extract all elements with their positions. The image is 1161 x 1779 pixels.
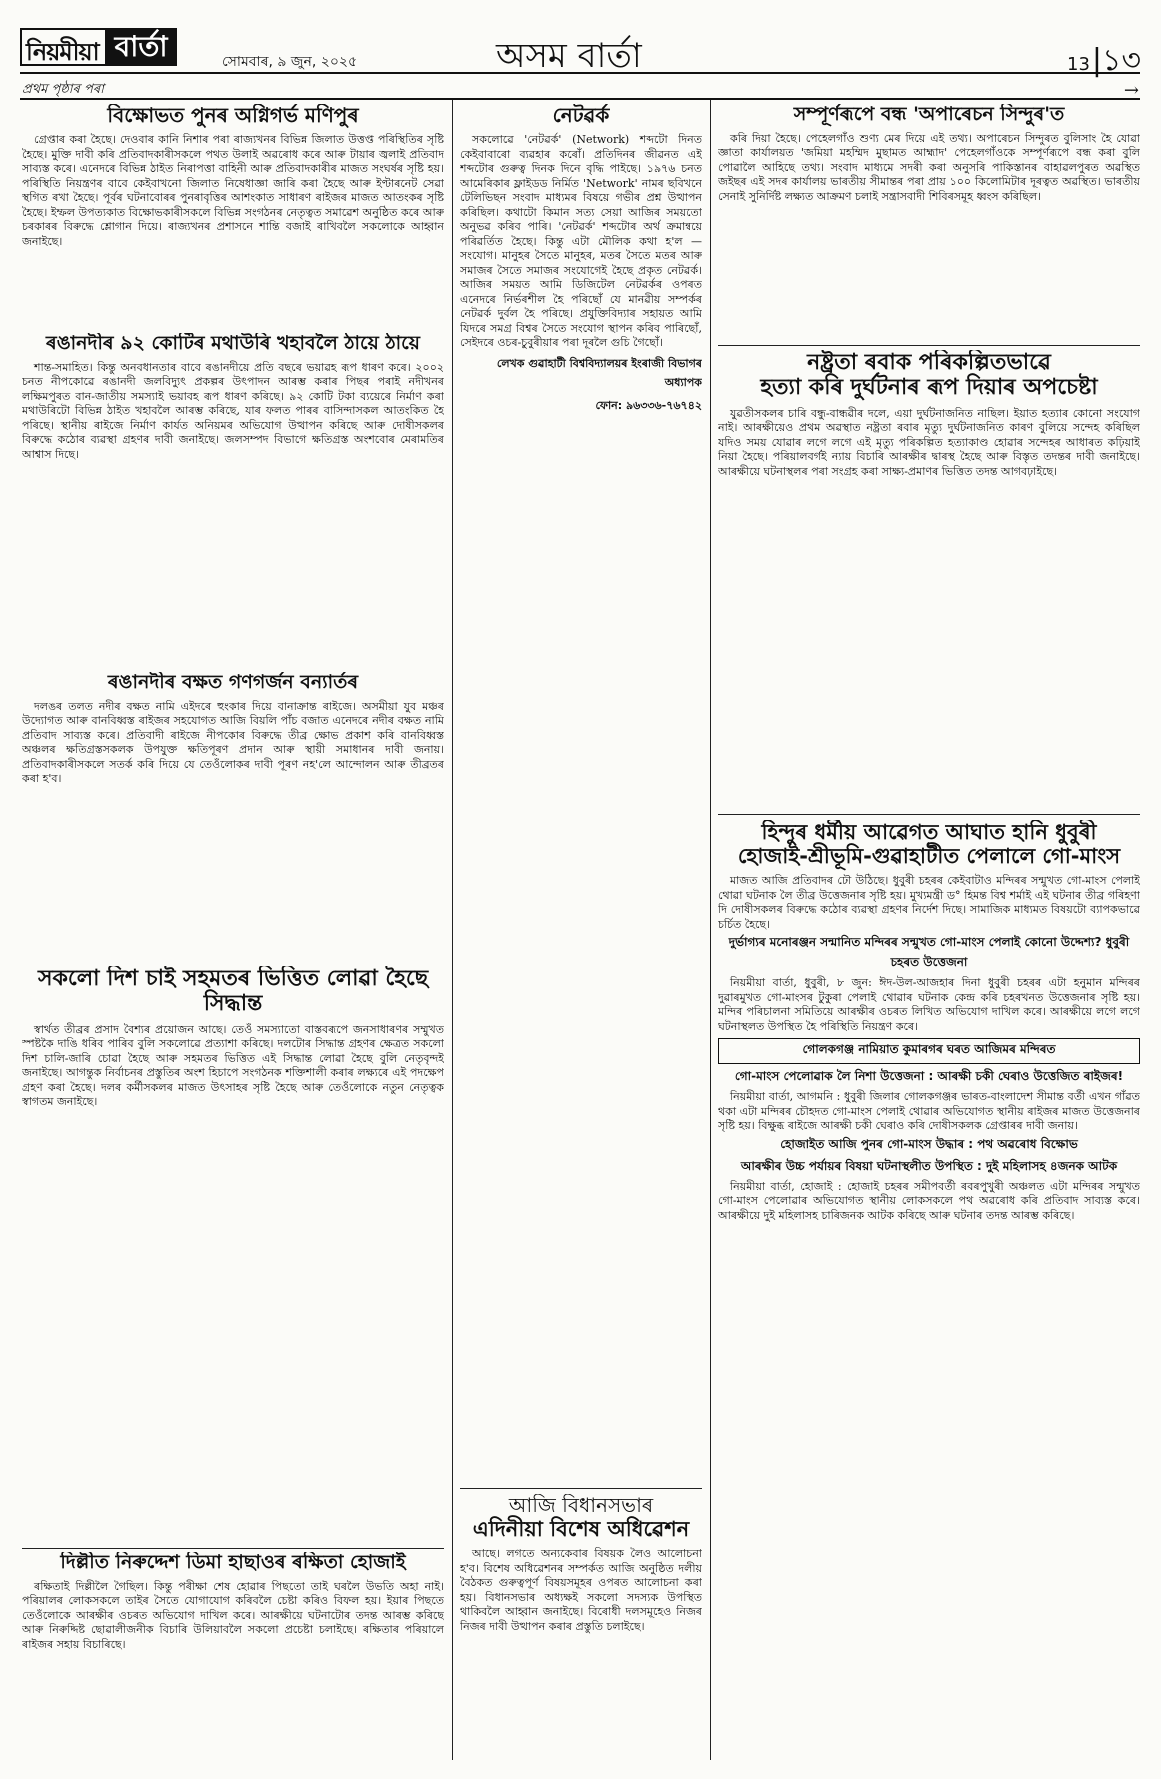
- article-manipur: [22, 104, 444, 329]
- article-body: মাজত আজি প্ৰতিবাদৰ ঢৌ উঠিছে। ধুবুৰী চহৰৰ কেইবাটাও মন্দিৰৰ সন্মুখত গো-মাংস পেলাই থোৱা ঘটনাক লৈ তীব্ৰ উত্তেজনাৰ সৃষ্টি হয়। মুখ্যমন্ত্ৰী ড° হিমন্ত বিশ্ব শৰ্মাই এই ঘটনাৰ তীব্ৰ গৰিহণা দি দোষীসকলৰ বিৰুদ্ধে কঠোৰ ব্যৱস্থা গ্ৰহণৰ নিৰ্দেশ দিছে। সামাজিক মাধ্যমত বিষয়টো ব্যাপকভাৱে চৰ্চিত হৈছে।: [718, 874, 1140, 931]
- article-operation-sindoor: [718, 104, 1140, 342]
- article-body: শান্ত-সমাহিত। কিন্তু অনবধানতাৰ বাবে ৰঙানদীয়ে প্ৰতি বছৰে ভয়াৱহ ৰূপ ধাৰণ কৰে। ২০০২ চনত নীপকোৱে ৰঙানদী জলবিদ্যুৎ প্ৰকল্পৰ উৎপাদন আৰম্ভ কৰাৰ পিছৰ পৰাই নদীখনৰ লক্ষিমপুৰত বান-জাতীয় সমস্যাই ভয়াবহ ৰূপ ধাৰণ কৰিছে। ৯২ কোটি টকা ব্যয়েৰে নিৰ্মাণ কৰা মথাউৰিটো বিভিন্ন ঠাইত খহাবলৈ আৰম্ভ কৰিছে, যাৰ ফলত পাৰৰ বাসিন্দাসকল আতংকিত হৈ পৰিছে। স্থানীয় ৰাইজে নিৰ্মাণ কাৰ্যত অনিয়মৰ অভিযোগ উত্থাপন কৰিছে আৰু দোষীসকলৰ বিৰুদ্ধে কঠোৰ ব্যৱস্থা গ্ৰহণৰ দাবী জনাইছে। জলসম্পদ বিভাগে ক্ষতিগ্ৰস্ত অংশবোৰ মেৰামতিৰ আশ্বাস দিছে।: [22, 360, 444, 461]
- article-assembly: [460, 1494, 702, 1762]
- headline-line-2: হত্যা কৰি দুৰ্ঘটনাৰ ৰূপ দিয়াৰ অপচেষ্টা: [760, 375, 1098, 401]
- masthead: [0, 0, 1161, 78]
- headline: সকলো দিশ চাই সহমতৰ ভিত্তিত লোৱা হৈছে সিদ্ধান্ত: [37, 966, 429, 1017]
- rule: [718, 345, 1140, 346]
- page-number-big: ১৩: [1102, 43, 1141, 78]
- headline: ৰঙানদীৰ ৯২ কোটিৰ মথাউৰি খহাবলৈ ঠায়ে ঠায়ে: [46, 333, 420, 354]
- byline: লেখক গুৱাহাটী বিশ্ববিদ্যালয়ৰ ইংৰাজী বিভাগৰ অধ্যাপক: [496, 356, 702, 389]
- dateline: সোমবাৰ, ৯ জুন, ২০২৫: [222, 54, 358, 70]
- logo-left: নিয়মীয়া: [20, 28, 105, 66]
- headline: নেটৱৰ্ক: [552, 104, 610, 127]
- section-title: অসম বাৰ্তা: [496, 36, 642, 76]
- rule: [22, 1548, 444, 1549]
- article-consensus: [22, 966, 444, 1546]
- continued-arrow-icon: →: [1123, 80, 1139, 101]
- subhead-5: আৰক্ষীৰ উচ্চ পৰ্যায়ৰ বিষয়া ঘটনাস্থলীত উপস্থিত : দুই মহিলাসহ ৪জনক আটক: [740, 1158, 1118, 1173]
- subhead-4: হোজাইত আজি পুনৰ গো-মাংস উদ্ধাৰ : পথ অৱৰোধ বিক্ষোভ: [780, 1136, 1078, 1151]
- article-body: গ্ৰেপ্তাৰ কৰা হৈছে। দেওবাৰ কানি নিশাৰ পৰা ৰাজ্যখনৰ বিভিন্ন জিলাত উত্তপ্ত পৰিস্থিতিৰ সৃষ্টি হৈছে। মুক্তি দাবী কৰি প্ৰতিবাদকাৰীসকলে পথত উলাই অৱৰোধ কৰে আৰু টায়াৰ জ্বলাই প্ৰতিবাদ সাব্যস্ত কৰে। এনেদৰে বিভিন্ন ঠাইত নিৰাপত্তা বাহিনী আৰু প্ৰতিবাদকাৰীৰ মাজত সংঘৰ্ষৰ সৃষ্টি হয়। পৰিস্থিতি নিয়ন্ত্ৰণৰ বাবে কেইবাখনো জিলাত নিষেধাজ্ঞা জাৰি কৰা হৈছে আৰু ইণ্টাৰনেট সেৱা স্থগিত ৰখা হৈছে। পূৰ্বৰ ঘটনাবোৰৰ পুনৰাবৃত্তিৰ আশংকাত সাধাৰণ ৰাইজৰ মাজত আতংকৰ সৃষ্টি হৈছে। ইম্ফল উপত্যকাত বিক্ষোভকাৰীসকলে বিভিন্ন সংগঠনৰ নেতৃত্বত সমাৱেশ অনুষ্ঠিত কৰে আৰু চৰকাৰৰ বিৰুদ্ধে শ্লোগান দিয়ে। ৰাজ্যখনৰ প্ৰশাসনে শান্তি বজাই ৰাখিবলৈ সকলোকে আহ্বান জনাইছে।: [22, 133, 444, 248]
- article-murder-case: [718, 350, 1140, 810]
- subhead-3: গো-মাংস পেলোৱাক লৈ নিশা উত্তেজনা : আৰক্ষী চকী ঘেৰাও উত্তেজিত ৰাইজৰ!: [734, 1069, 1124, 1084]
- page-number: 13|১৩: [1067, 43, 1141, 78]
- continued-label: প্ৰথম পৃষ্ঠাৰ পৰা: [22, 82, 104, 97]
- article-body: দলঙৰ তলত নদীৰ বক্ষত নামি এইদৰে হুংকাৰ দিয়ে বানাক্ৰান্ত ৰাইজে। অসমীয়া যুব মঞ্চৰ উদ্যোগত আৰু বানবিধ্বস্ত ৰাইজৰ সহযোগত আজি বিয়লি পাঁচ বজাত এনেদৰে নদীৰ বক্ষত নামি প্ৰতিবাদ সাব্যস্ত কৰে। প্ৰতিবাদী ৰাইজে নীপকোৰ বিৰুদ্ধে তীব্ৰ ক্ষোভ প্ৰকাশ কৰি বানবিধ্বস্ত অঞ্চলৰ ক্ষতিগ্ৰস্তসকলক উপযুক্ত ক্ষতিপূৰণ প্ৰদান আৰু স্থায়ী সমাধানৰ দাবী জনায়। প্ৰতিবাদকাৰীসকলে সতৰ্ক কৰি দিয়ে যে তেওঁলোকৰ দাবী পূৰণ নহ'লে আন্দোলন আৰু তীব্ৰতৰ কৰা হ'ব।: [22, 699, 444, 786]
- column-rule-1: [452, 100, 453, 1760]
- top-rule: [20, 98, 1140, 100]
- article-body: ৰক্ষিতাই দিল্লীলৈ গৈছিল। কিন্তু পৰীক্ষা শেষ হোৱাৰ পিছতো তাই ঘৰলৈ উভতি অহা নাই। পৰিয়ালৰ লোকসকলে তাইৰ সৈতে যোগাযোগ কৰিবলৈ চেষ্টা কৰিও বিফল হয়। ইয়াৰ পিছতে তেওঁলোকে আৰক্ষীৰ ওচৰত অভিযোগ দাখিল কৰে। আৰক্ষীয়ে ঘটনাটোৰ তদন্ত আৰম্ভ কৰিছে আৰু নিৰুদ্দিষ্ট ছোৱালীজনীক বিচাৰি উলিয়াবলৈ সকলো প্ৰচেষ্টা চলাইছে। ৰক্ষিতাৰ পৰিয়ালে ৰাইজৰ সহায় বিচাৰিছে।: [22, 1579, 444, 1651]
- article-ranganadi-embankment: [22, 333, 444, 668]
- article-body: আছে। লগতে অন্যকেবাৰ বিষয়ক লৈও আলোচনা হ'ব। বিশেষ অধিৱেশনৰ সম্পৰ্কত আজি অনুষ্ঠিত দলীয় বৈঠকত গুৰুত্বপূৰ্ণ বিষয়সমূহৰ ওপৰত আলোচনা কৰা হয়। বিধানসভাৰ অধ্যক্ষই সকলো সদস্যক উপস্থিত থাকিবলৈ আহ্বান জনাইছে। বিৰোধী দলসমূহেও নিজৰ নিজৰ দাবী উত্থাপন কৰাৰ প্ৰস্তুতি চলাইছে।: [460, 1547, 702, 1633]
- article-body-4: নিয়মীয়া বাৰ্তা, হোজাই : হোজাই চহৰৰ সমীপবৰ্তী ৰবৰপুখুৰী অঞ্চলত এটা মন্দিৰৰ সন্মুখত গো-মাংস পেলোৱাৰ অভিযোগত স্থানীয় লোকসকলে পথ অৱৰোধ কৰি প্ৰতিবাদ সাব্যস্ত কৰে। আৰক্ষীয়ে দুই মহিলাসহ চাৰিজনক আটক কৰিছে আৰু ঘটনাৰ তদন্ত আৰম্ভ কৰিছে।: [718, 1179, 1140, 1222]
- logo-right: বাৰ্তা: [105, 28, 178, 66]
- headline-line-1: হিন্দুৰ ধৰ্মীয় আৱেগত আঘাত হানি ধুবুৰী: [761, 820, 1097, 844]
- headline: সম্পূৰ্ণৰূপে বন্ধ 'অপাৰেচন সিন্দুৰ'ত: [793, 104, 1065, 125]
- article-body: কৰি দিয়া হৈছে। পেহেলগাঁও শুণ্য মেৰ দিয়ে এই তথ্য। অপাৰেচন সিন্দুৰত বুলিসাং হৈ যোৱা জ্ঞাতা কাৰ্যালয়ত 'জমিয়া মহম্মিদ মুছামত আহ্মাদ' পেহেলগাঁওকে সম্পূৰ্ণৰূপে বন্ধ কৰা বুলি পোৱালৈ আহিছে তথ্য। সংবাদ মাধ্যমে সদৰী কৰা অনুসৰি পাকিস্তানৰ বাহাৱলপুৰত অৱস্থিত জইছৰ এই সদৰ কাৰ্যালয় ভাৰতীয় সীমান্তৰ পৰা প্ৰায় ১০০ কিলোমিটাৰ দূৰত্বত অৱস্থিত। ভাৰতীয় সেনাই সুনিৰ্দিষ্ট লক্ষ্যত আক্ৰমণ চলাই সন্ত্ৰাসবাদী শিবিৰসমূহ ধ্বংস কৰিছিল।: [718, 131, 1140, 203]
- byline-phone: ফোন: ৯৬৩৩৬-৭৬৭৪২: [595, 398, 702, 412]
- headline: ৰঙানদীৰ বক্ষত গণগৰ্জন বন্যাৰ্তৰ: [107, 672, 359, 693]
- article-network: [460, 104, 702, 1484]
- article-body: সকলোৱে 'নেটৱৰ্ক' (Network) শব্দটো দিনত কেইবাবাৰো ব্যৱহাৰ কৰোঁ। প্ৰতিদিনৰ জীৱনত এই শব্দটোৰ গুৰুত্ব দিনক দিনে বৃদ্ধি পাইছে। ১৯৭৬ চনত আমেৰিকাৰ ফ্লাইডড নিৰ্মিত 'Network' নামৰ ছবিখনে টেলিভিছন সংবাদ মাধ্যমৰ বিষয়ে গভীৰ প্ৰশ্ন উত্থাপন কৰিছিল। কথাটো কিমান সত্য সেয়া আজিৰ সময়তো অনুভৱ কৰিব পাৰি। 'নেটৱৰ্ক' শব্দটোৰ অৰ্থ ক্ৰমান্বয়ে পৰিৱৰ্তিত হৈছে। কিন্তু এটা মৌলিক কথা হ'ল — সংযোগ। মানুহৰ সৈতে মানুহৰ, মতৰ সৈতে মতৰ আৰু সমাজৰ সৈতে সমাজৰ সংযোগেই হৈছে প্ৰকৃত নেটৱৰ্ক। আজিৰ সময়ত আমি ডিজিটেল নেটৱৰ্কৰ ওপৰত এনেদৰে নিৰ্ভৰশীল হৈ পৰিছোঁ যে মানৱীয় সম্পৰ্কৰ নেটৱৰ্ক দুৰ্বল হৈ পৰিছে। প্ৰযুক্তিবিদ্যাৰ সহায়ত আমি যিদৰে সমগ্ৰ বিশ্বৰ সৈতে সংযোগ স্থাপন কৰিব পাৰিছোঁ, সেইদৰে ওচৰ-চুবুৰীয়াৰ পৰা দূৰলৈ গুচি গৈছোঁ।: [460, 133, 702, 349]
- article-body-2: নিয়মীয়া বাৰ্তা, ধুবুৰী, ৮ জুন: ঈদ-উল-আজহাৰ দিনা ধুবুৰী চহৰৰ এটা হনুমান মন্দিৰৰ দুৱাৰমুখত গো-মাংসৰ টুকুৰা পেলাই থোৱাৰ ঘটনাক কেন্দ্ৰ কৰি চহৰখনত উত্তেজনাৰ সৃষ্টি হয়। মন্দিৰ পৰিচালনা সমিতিয়ে আৰক্ষীৰ ওচৰত লিখিত অভিযোগ দাখিল কৰে। আৰক্ষীয়ে লগে লগে ঘটনাস্থলত উপস্থিত হৈ পৰিস্থিতি নিয়ন্ত্ৰণ কৰে।: [718, 976, 1140, 1033]
- headline-line-2: হোজাই-শ্ৰীভূমি-গুৱাহাটীত পেলালে গো-মাংস: [737, 844, 1121, 869]
- headline-line-2: এদিনীয়া বিশেষ অধিৱেশন: [472, 1517, 690, 1541]
- page-number-small: 13: [1067, 54, 1090, 75]
- column-rule-2: [710, 100, 711, 1760]
- masthead-rule: [20, 72, 1140, 74]
- article-body-3: নিয়মীয়া বাৰ্তা, আগমনি : ধুবুৰী জিলাৰ গোলকগঞ্জৰ ভাৰত-বাংলাদেশ সীমান্ত বৰ্তী এখন গাঁৱত থকা এটা মন্দিৰৰ চৌহদত গো-মাংস পেলাই থোৱাৰ অভিযোগত স্থানীয় ৰাইজৰ মাজত উত্তেজনাৰ সৃষ্টি হয়। বিক্ষুব্ধ ৰাইজে আৰক্ষী চকী ঘেৰাও কৰি দোষীসকলক গ্ৰেপ্তাৰৰ দাবী জনায়।: [718, 1090, 1140, 1133]
- headline-line-1: আজি বিধানসভাৰ: [508, 1494, 654, 1517]
- article-ranganadi-protest: [22, 672, 444, 962]
- article-dhubri: [718, 820, 1140, 1760]
- subhead-2: গোলকগঞ্জ নামিয়াত কুমাৰগৰ ঘৰত আজিমৰ মন্দিৰত: [718, 1038, 1140, 1064]
- headline-line-1: নষ্ট্ৰতা ৰবাক পৰিকল্পিতভাৱে: [807, 350, 1051, 375]
- rule: [718, 814, 1140, 815]
- rule: [460, 1488, 702, 1489]
- article-missing-girl: [22, 1552, 444, 1762]
- article-body: স্বাৰ্থত তীব্ৰৰ প্ৰসাদ বৈশ্যৰ প্ৰয়োজন আছে। তেওঁ সমস্যাতো বাস্তবৰূপে জনসাধাৰণৰ সম্মুখত স্পষ্টকৈ দাঙি ধৰিব পাৰিব বুলি সকলোৱে প্ৰত্যাশা কৰিছে। দলটোৰ সিদ্ধান্ত গ্ৰহণৰ ক্ষেত্ৰত সকলো দিশ চালি-জাৰি চোৱা হৈছে আৰু সহমতৰ ভিত্তিত এই সিদ্ধান্ত লোৱা হৈছে বুলি নেতৃবৃন্দই জনাইছে। আগন্তুক নিৰ্বাচনৰ প্ৰস্তুতিৰ অংশ হিচাপে সংগঠনক শক্তিশালী কৰাৰ লক্ষ্যৰে এই পদক্ষেপ গ্ৰহণ কৰা হৈছে। দলৰ কৰ্মীসকলৰ মাজত উৎসাহৰ সৃষ্টি হৈছে আৰু তেওঁলোকে নতুন নেতৃত্বক স্বাগতম জনাইছে।: [22, 1022, 444, 1109]
- newspaper-logo: [20, 28, 216, 66]
- headline: বিক্ষোভত পুনৰ অগ্নিগৰ্ভ মণিপুৰ: [107, 104, 359, 127]
- subhead-1: দুৰ্ভাগ্যৰ মনোৰঞ্জন সন্মানিত মন্দিৰৰ সন্মুখত গো-মাংস পেলাই কোনো উদ্দেশ্য? ধুবুৰী চহৰত উত্তেজনা: [728, 935, 1130, 970]
- article-body: যুৱতীসকলৰ চাৰি বন্ধু-বান্ধৱীৰ দলে, এয়া দুৰ্ঘটনাজনিত নাছিল। ইয়াত হত্যাৰ কোনো সংযোগ নাই। আৰক্ষীয়েও প্ৰথম অৱস্থাত নষ্ট্ৰতা ৰবাৰ মৃত্যু দুৰ্ঘটনাজনিত কাৰণ বুলিয়ে সন্দেহ কৰিছিল যদিও সময় যোৱাৰ লগে লগে এই মৃত্যু পৰিকল্পিত হত্যাকাণ্ড হোৱাৰ সন্দেহৰ আধাৰত কঢ়িয়াই নিয়া হৈছে। পৰিয়ালবৰ্গই ন্যায় বিচাৰি আৰক্ষীৰ দ্বাৰস্থ হৈছে আৰু বিস্তৃত তদন্তৰ দাবী জনাইছে। আৰক্ষীয়ে ঘটনাস্থলৰ পৰা সংগ্ৰহ কৰা সাক্ষ্য-প্ৰমাণৰ ভিত্তিত তদন্ত আগবঢ়াইছে।: [718, 406, 1140, 478]
- headline: দিল্লীত নিৰুদ্দেশ ডিমা হাছাওৰ ৰক্ষিতা হোজাই: [60, 1552, 406, 1573]
